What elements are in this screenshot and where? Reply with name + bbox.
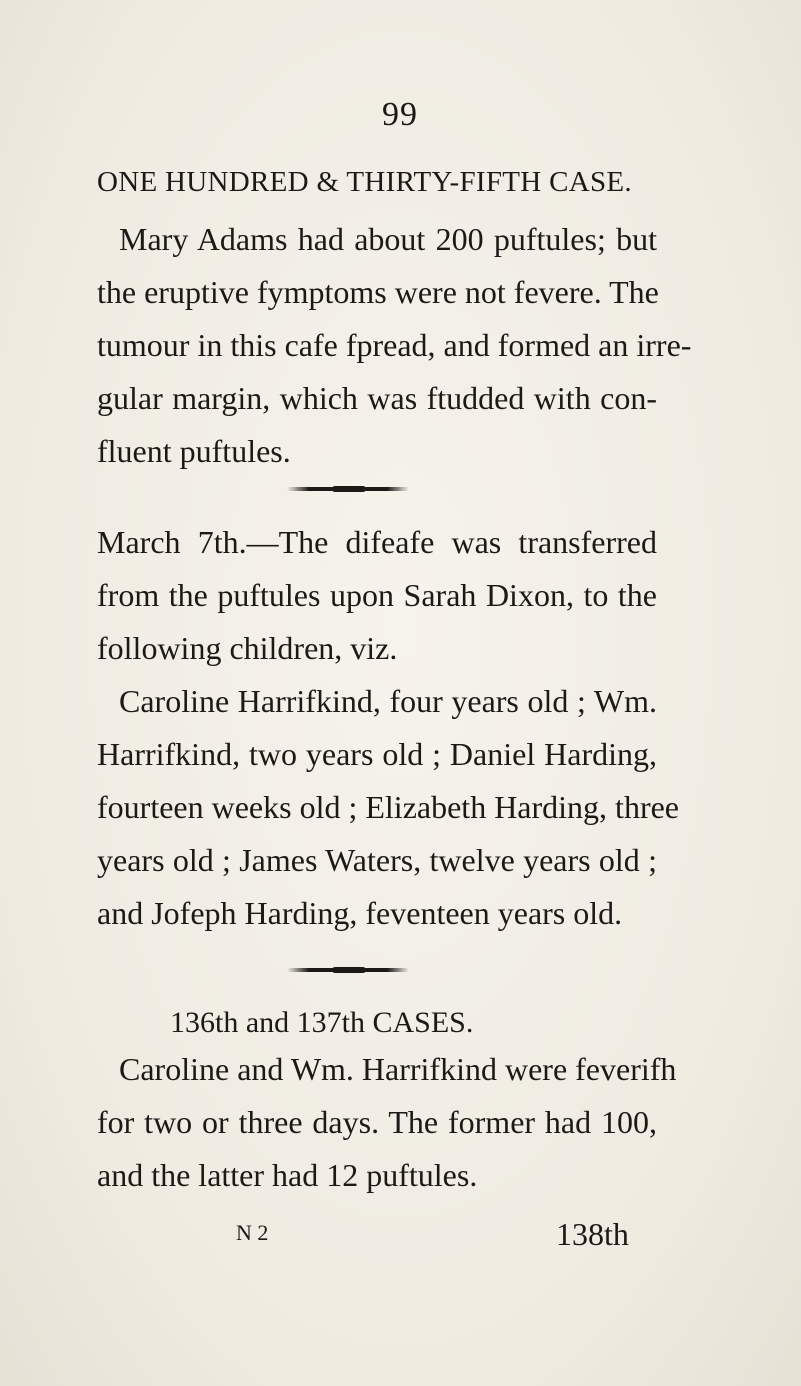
text-line: from the puftules upon Sarah Dixon, to the	[97, 577, 657, 613]
section-divider	[287, 487, 409, 491]
text-line: Harrifkind, two years old ; Daniel Harding,	[97, 736, 657, 772]
case-heading: ONE HUNDRED & THIRTY-FIFTH CASE.	[97, 166, 632, 198]
text-line: Mary Adams had about 200 puftules; but	[119, 221, 657, 257]
text-line: Caroline and Wm. Harrifkind were feverifh	[119, 1051, 677, 1087]
paragraph-march-7th	[97, 516, 657, 675]
cases-subheading: 136th and 137th CASES.	[170, 1006, 474, 1039]
text-line: and the latter had 12 puftules.	[97, 1157, 478, 1193]
text-line: the eruptive fymptoms were not fevere. The	[97, 274, 659, 310]
text-line: and Jofeph Harding, feventeen years old.	[97, 895, 623, 931]
signature-mark: N 2	[236, 1220, 269, 1245]
text-line: Caroline Harrifkind, four years old ; Wm.	[119, 683, 657, 719]
catchword: 138th	[556, 1216, 629, 1252]
text-line: tumour in this cafe fpread, and formed an irre-	[97, 327, 692, 363]
paragraph-mary-adams	[97, 213, 692, 478]
paragraph-children-list	[97, 675, 679, 940]
text-line: fluent puftules.	[97, 433, 291, 469]
paragraph-harrifkind	[97, 1043, 677, 1202]
text-line: fourteen weeks old ; Elizabeth Harding, three	[97, 789, 679, 825]
section-divider	[287, 968, 409, 972]
page-number: 99	[382, 96, 418, 133]
text-line: gular margin, which was ftudded with con-	[97, 380, 657, 416]
text-line: March 7th.—The difeafe was transferred	[97, 524, 657, 560]
text-line: following children, viz.	[97, 630, 398, 666]
text-line: years old ; James Waters, twelve years old ;	[97, 842, 657, 878]
text-line: for two or three days. The former had 100,	[97, 1104, 657, 1140]
